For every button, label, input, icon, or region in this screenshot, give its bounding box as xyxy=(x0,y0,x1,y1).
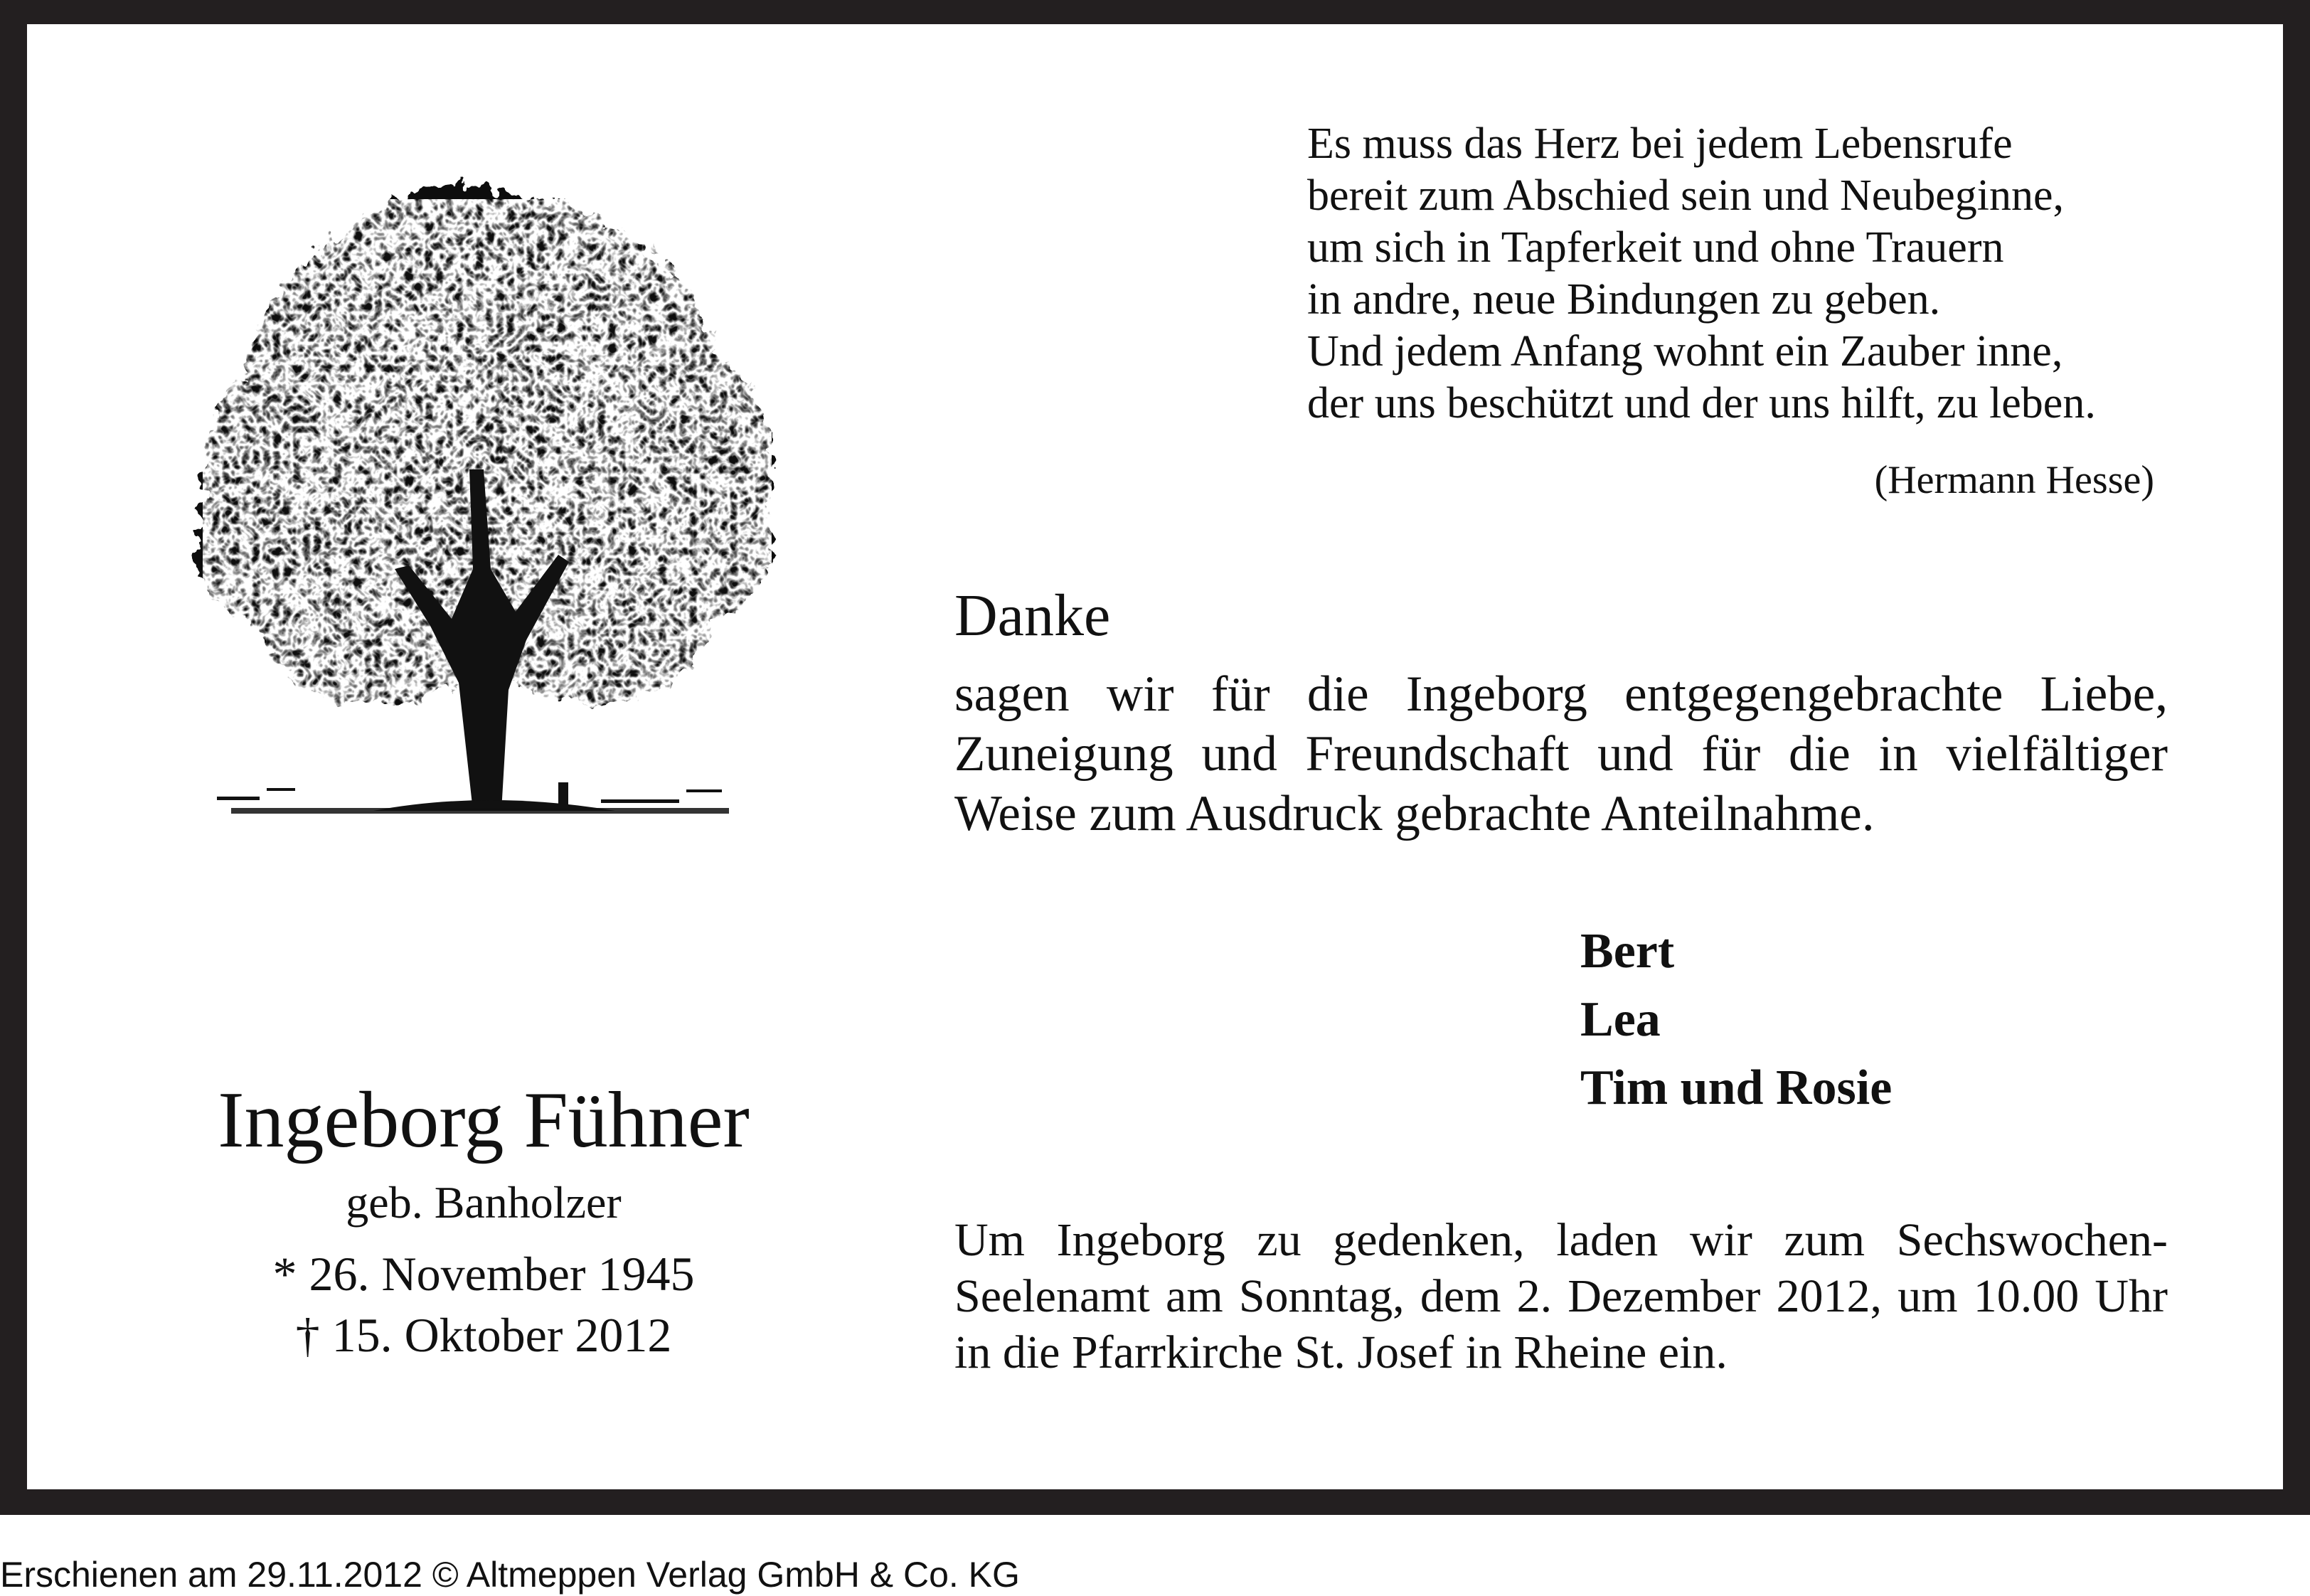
memorial-invitation: Um Ingeborg zu gedenken, laden wir zum Sechswochen-Seelenamt am Sonntag, dem 2. Dezember 2012, um 10.00 Uhr in die Pfarrkirche St. Josef in Rheine ein. xyxy=(954,1214,2168,1378)
poem-line: Es muss das Herz bei jedem Lebensrufe xyxy=(1307,119,2013,168)
birth-date: * 26. November 1945 xyxy=(272,1247,695,1301)
poem xyxy=(1307,118,2175,430)
thanks-text: sagen wir für die Ingeborg entgegengebrachte Liebe, Zuneigung und Freundschaft und für die in vielfältiger Weise zum Ausdruck gebrachte Anteilnahme. xyxy=(954,666,2168,841)
poem-line: bereit zum Abschied sein und Neubeginne, xyxy=(1307,171,2065,220)
signatory-name: Tim und Rosie xyxy=(1580,1060,1893,1115)
signatory-name: Bert xyxy=(1580,924,1675,979)
signatories xyxy=(1580,917,1892,1122)
thanks-heading: Danke xyxy=(954,582,1111,649)
poem-author: (Hermann Hesse) xyxy=(1874,458,2154,502)
poem-line: in andre, neue Bindungen zu geben. xyxy=(1307,275,1941,324)
poem-line: um sich in Tapferkeit und ohne Trauern xyxy=(1307,223,2004,272)
death-date: † 15. Oktober 2012 xyxy=(295,1308,672,1362)
tree-illustration xyxy=(160,171,804,821)
poem-line: der uns beschützt und der uns hilft, zu leben. xyxy=(1307,379,2096,427)
signatory-name: Lea xyxy=(1580,992,1661,1047)
deceased-name: Ingeborg Fühner xyxy=(218,1076,750,1164)
publication-footer: Erschienen am 29.11.2012 © Altmeppen Verlag GmbH & Co. KG xyxy=(0,1555,1020,1595)
deceased-info xyxy=(128,1074,839,1366)
maiden-name: geb. Banholzer xyxy=(346,1177,622,1228)
poem-line: Und jedem Anfang wohnt ein Zauber inne, xyxy=(1307,327,2063,376)
